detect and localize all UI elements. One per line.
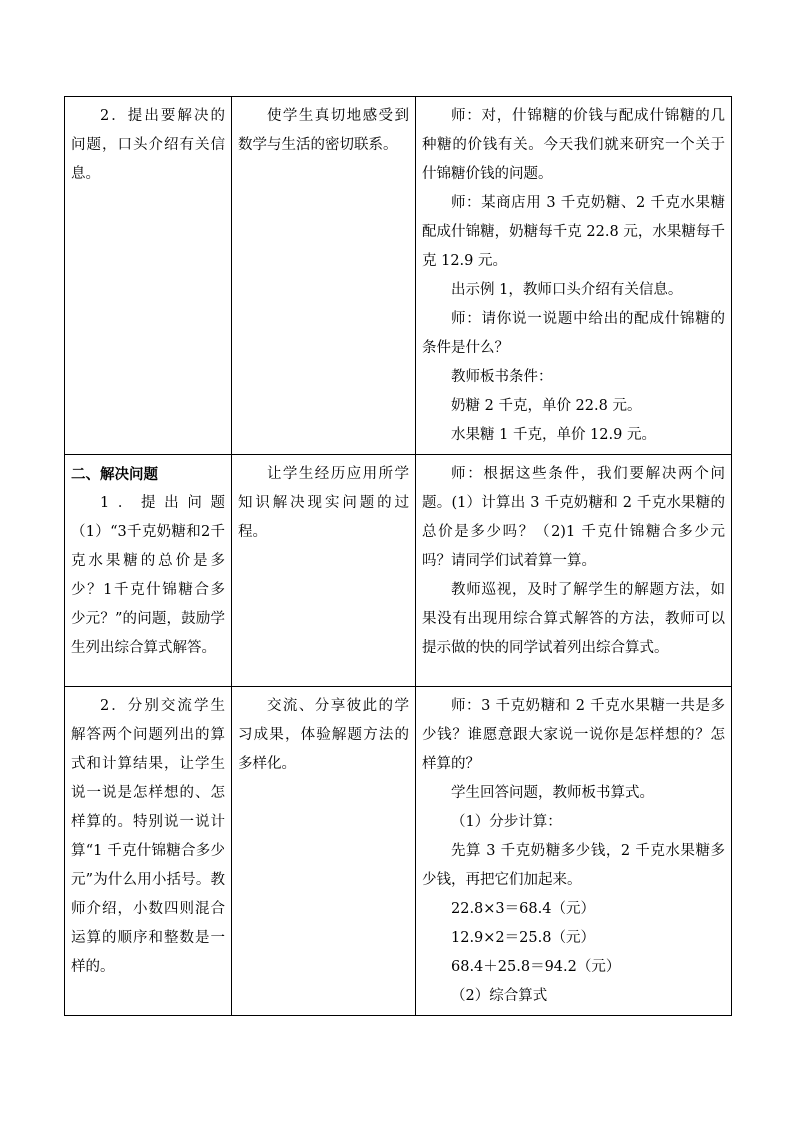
goal-text: 2．提出要解决的问题，口头介绍有关信息。	[71, 108, 225, 182]
goal-cell	[65, 97, 232, 455]
table-row	[65, 455, 732, 687]
process-paragraph: 先算 3 千克奶糖多少钱，2 千克水果糖多少钱，再把它们加起来。	[422, 843, 725, 888]
goal-cell	[65, 455, 232, 687]
process-paragraph: 教师巡视，及时了解学生的解题方法，如果没有出现用综合算式解答的方法，教师可以提示做的快的同学试着列出综合算式。	[422, 582, 725, 656]
section-heading: 二、解决问题	[71, 466, 158, 483]
process-paragraph: 师：某商店用 3 千克奶糖、2 千克水果糖配成什锦糖，奶糖每千克 22.8 元，水果糖每千克 12.9 元。	[422, 195, 725, 269]
process-paragraph: 出示例 1，教师口头介绍有关信息。	[451, 282, 683, 298]
intent-text: 让学生经历应用所学知识解决现实问题的过程。	[238, 466, 409, 540]
goal-cell	[65, 687, 232, 1016]
intent-text: 交流、分享彼此的学习成果，体验解题方法的多样化。	[238, 698, 409, 772]
lesson-plan-table	[64, 96, 732, 1016]
process-cell	[416, 97, 732, 455]
table-row	[65, 97, 732, 455]
formula-line: 68.4＋25.8＝94.2（元）	[451, 959, 621, 975]
goal-text: 1．提出问题（1）“3千克奶糖和2千克水果糖的总价是多少？1千克什锦糖合多少元？”的问题，鼓励学生列出综合算式解答。	[71, 495, 225, 656]
process-paragraph: 教师板书条件：	[451, 369, 553, 385]
formula-line: 22.8×3＝68.4（元）	[451, 901, 595, 917]
process-paragraph: 师：请你说一说题中给出的配成什锦糖的条件是什么？	[422, 311, 725, 356]
intent-cell	[232, 455, 416, 687]
intent-cell	[232, 97, 416, 455]
process-paragraph: 师：根据这些条件，我们要解决两个问题。(1）计算出 3 千克奶糖和 2 千克水果糖的总价是多少吗？（2)1 千克什锦糖合多少元吗？请同学们试着算一算。	[422, 466, 725, 569]
formula-line: 12.9×2＝25.8（元）	[451, 930, 595, 946]
process-paragraph: 水果糖 1 千克，单价 12.9 元。	[451, 427, 656, 443]
intent-cell	[232, 687, 416, 1016]
process-cell	[416, 455, 732, 687]
process-cell	[416, 687, 732, 1016]
table-row	[65, 687, 732, 1016]
process-paragraph: 学生回答问题，教师板书算式。	[451, 785, 654, 801]
process-paragraph: （2）综合算式	[451, 988, 548, 1004]
process-paragraph: （1）分步计算：	[451, 814, 562, 830]
process-paragraph: 师：对，什锦糖的价钱与配成什锦糖的几种糖的价钱有关。今天我们就来研究一个关于什锦糖价钱的问题。	[422, 108, 725, 182]
goal-text: 2．分别交流学生解答两个问题列出的算式和计算结果，让学生说一说是怎样想的、怎样算的。特别说一说计算“1 千克什锦糖合多少元”为什么用小括号。教师介绍，小数四则混合运算的顺序和整数是一样的。	[71, 698, 225, 975]
intent-text: 使学生真切地感受到数学与生活的密切联系。	[238, 108, 409, 153]
process-paragraph: 师：3 千克奶糖和 2 千克水果糖一共是多少钱？谁愿意跟大家说一说你是怎样想的？怎样算的？	[422, 698, 725, 772]
process-paragraph: 奶糖 2 千克，单价 22.8 元。	[451, 398, 642, 414]
